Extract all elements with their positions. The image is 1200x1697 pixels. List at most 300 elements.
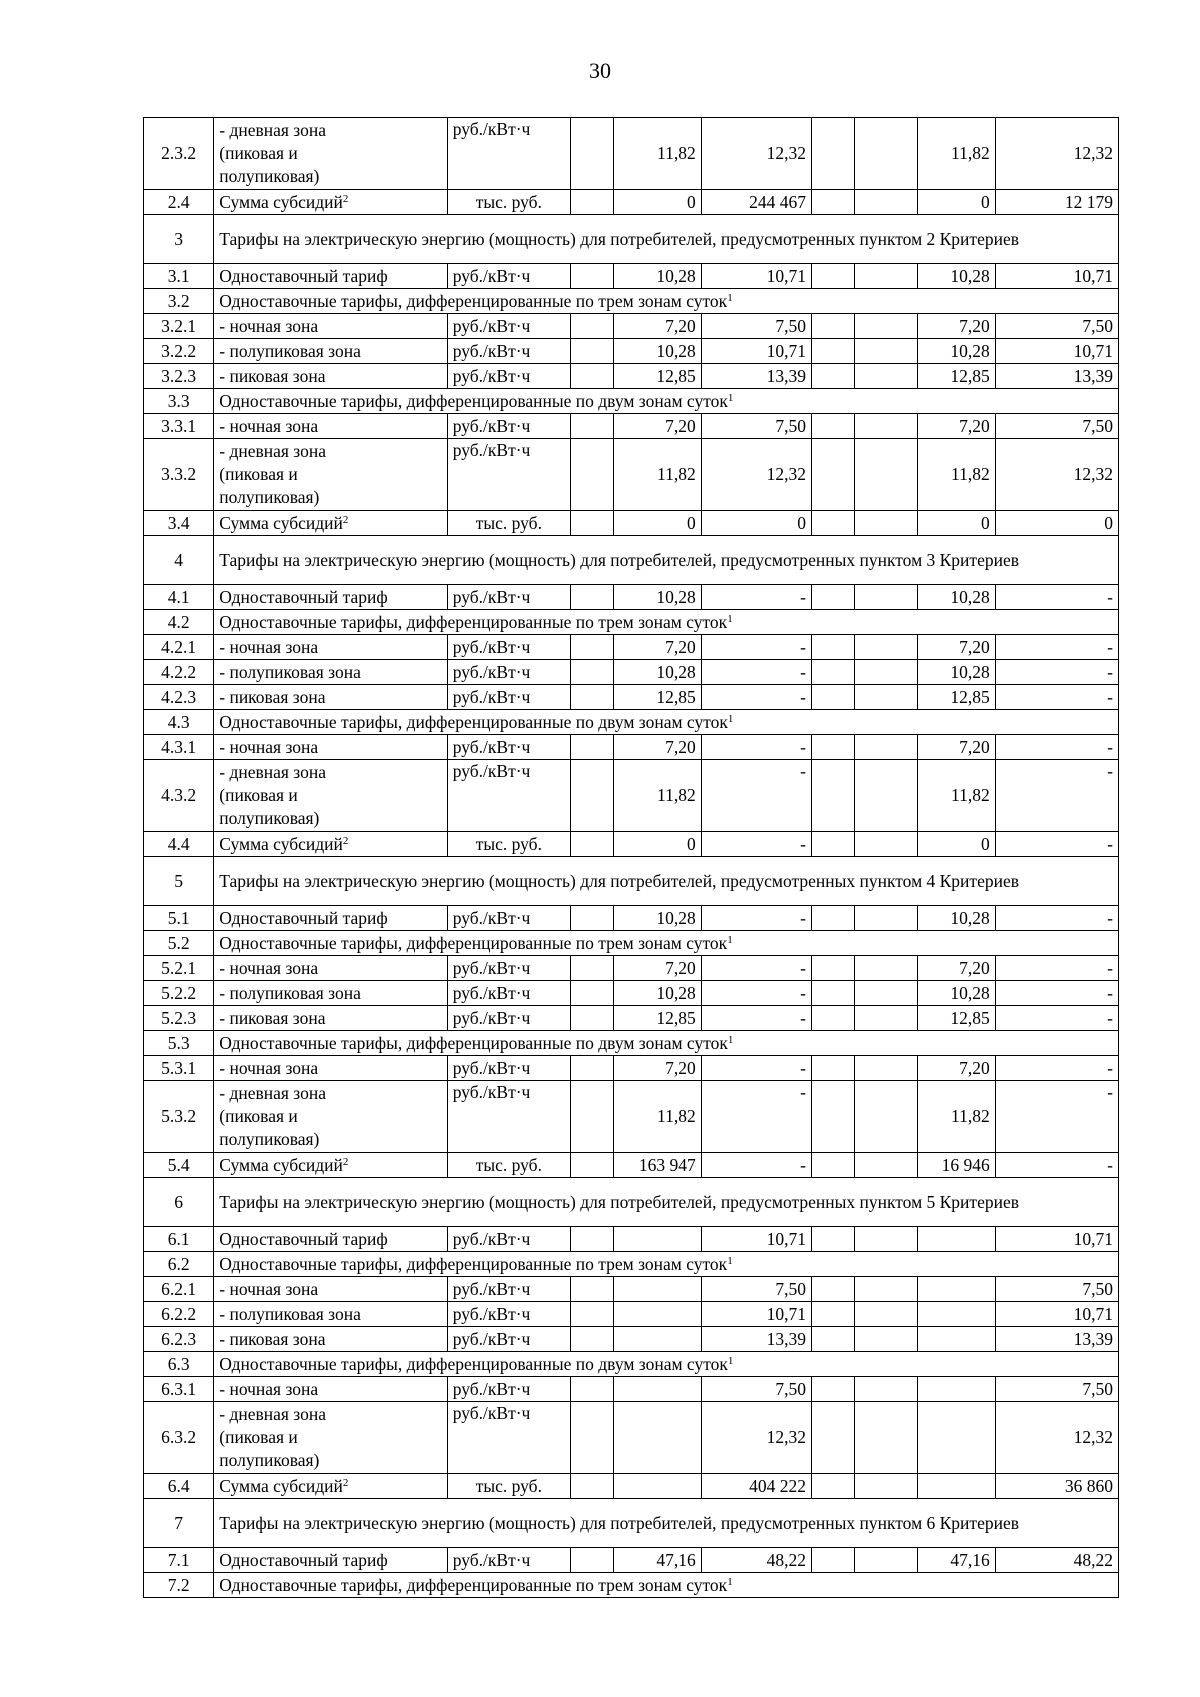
value-cell [701, 339, 811, 364]
row-unit-text: руб./кВт·ч [452, 761, 531, 781]
value-text: 7,20 [959, 315, 990, 336]
value-text: 7,50 [775, 1378, 806, 1399]
empty-cell [811, 585, 854, 610]
empty-cell [811, 906, 854, 931]
value-cell [701, 906, 811, 931]
row-unit [447, 685, 570, 710]
value-text: 7,20 [959, 636, 990, 657]
table-row [144, 1474, 1119, 1499]
row-name-text: - полупиковая зона [219, 1303, 361, 1324]
value-text: 0 [686, 833, 696, 854]
table-row [144, 389, 1119, 414]
row-unit [447, 1474, 570, 1499]
value-text: - [1107, 736, 1113, 757]
empty-cell [855, 1474, 918, 1499]
row-number-text: 6 [174, 1191, 183, 1212]
value-cell [701, 981, 811, 1006]
value-text: 10,28 [950, 265, 990, 286]
row-name-line: (пиковая и [219, 785, 298, 805]
value-cell [614, 760, 702, 832]
value-cell [701, 314, 811, 339]
value-cell [917, 906, 995, 931]
value-cell [995, 832, 1118, 857]
value-cell [917, 1327, 995, 1352]
empty-cell [570, 1081, 613, 1153]
row-name [214, 1081, 447, 1153]
empty-cell [855, 1006, 918, 1031]
value-text: - [1107, 1057, 1113, 1078]
value-cell [614, 956, 702, 981]
empty-cell [855, 660, 918, 685]
row-number [144, 1153, 214, 1178]
row-name-line: - дневная зона [219, 1083, 327, 1103]
row-unit [447, 190, 570, 215]
value-text: 12,85 [950, 1007, 990, 1028]
row-unit-text: руб./кВт·ч [452, 907, 531, 928]
row-number-text: 3.3.1 [161, 415, 197, 436]
empty-cell [570, 1302, 613, 1327]
empty-cell [855, 314, 918, 339]
empty-cell [811, 1277, 854, 1302]
section-heading [214, 610, 1119, 635]
table-row [144, 536, 1119, 585]
row-number [144, 610, 214, 635]
value-cell [614, 1377, 702, 1402]
section-heading-text: Тарифы на электрическую энергию (мощность) для потребителей, предусмотренных пунктом 6 Критериев [219, 1512, 1019, 1533]
row-number [144, 832, 214, 857]
row-number-text: 6.2 [167, 1253, 190, 1274]
value-text: - [800, 761, 806, 781]
value-cell [614, 635, 702, 660]
empty-cell [570, 906, 613, 931]
value-cell [917, 832, 995, 857]
value-cell [614, 832, 702, 857]
value-cell [995, 1153, 1118, 1178]
row-unit [447, 981, 570, 1006]
value-text: 48,22 [766, 1549, 806, 1570]
row-name [214, 1377, 447, 1402]
value-text: - [800, 907, 806, 928]
empty-cell [811, 511, 854, 536]
empty-cell [570, 1056, 613, 1081]
empty-cell [811, 735, 854, 760]
value-text: 13,39 [766, 1328, 806, 1349]
row-unit-text: руб./кВт·ч [452, 415, 531, 436]
value-cell [701, 1474, 811, 1499]
row-number [144, 906, 214, 931]
row-number-text: 3.2.2 [161, 340, 197, 361]
empty-cell [811, 118, 854, 190]
value-cell [701, 264, 811, 289]
empty-cell [855, 1081, 918, 1153]
empty-cell [811, 1327, 854, 1352]
row-number [144, 190, 214, 215]
empty-cell [811, 832, 854, 857]
row-number [144, 1302, 214, 1327]
value-text: 12,85 [950, 686, 990, 707]
empty-cell [811, 1006, 854, 1031]
row-name [214, 414, 447, 439]
row-number-text: 3.2 [167, 290, 190, 311]
section-heading-text: Тарифы на электрическую энергию (мощность) для потребителей, предусмотренных пунктом 4 Критериев [219, 870, 1019, 891]
row-unit-text: руб./кВт·ч [452, 1082, 531, 1102]
table-row [144, 660, 1119, 685]
value-cell [701, 1227, 811, 1252]
empty-cell [570, 760, 613, 832]
empty-cell [570, 981, 613, 1006]
value-cell [614, 1227, 702, 1252]
row-number [144, 536, 214, 585]
value-text: - [800, 586, 806, 607]
section-heading-text: Одноставочные тарифы, дифференцированные по трем зонам суток [219, 1574, 728, 1595]
value-text: 12,32 [766, 143, 806, 163]
row-unit [447, 439, 570, 511]
empty-cell [855, 1327, 918, 1352]
value-cell [917, 1081, 995, 1153]
row-number-text: 4.1 [167, 586, 190, 607]
value-cell [701, 190, 811, 215]
row-name-text: - полупиковая зона [219, 340, 361, 361]
row-name-text: Одноставочный тариф [219, 1228, 388, 1249]
empty-cell [811, 1227, 854, 1252]
row-name-line: полупиковая) [219, 808, 320, 828]
row-number [144, 1573, 214, 1598]
row-number-text: 3 [174, 228, 183, 249]
row-unit [447, 906, 570, 931]
row-number-text: 4.3.2 [161, 785, 197, 805]
row-number-text: 3.3.2 [161, 464, 197, 484]
empty-cell [811, 364, 854, 389]
value-cell [701, 635, 811, 660]
row-name [214, 314, 447, 339]
value-cell [701, 685, 811, 710]
row-number [144, 685, 214, 710]
empty-cell [570, 339, 613, 364]
value-text: 10,71 [1073, 340, 1113, 361]
row-unit-text: тыс. руб. [475, 833, 542, 854]
value-text: - [800, 1082, 806, 1102]
value-text: 7,20 [665, 636, 696, 657]
row-number-text: 5.2.1 [161, 957, 197, 978]
value-text: 7,20 [665, 736, 696, 757]
value-cell [701, 585, 811, 610]
value-text: 10,28 [656, 907, 696, 928]
table-row [144, 1499, 1119, 1548]
section-heading-text: Тарифы на электрическую энергию (мощность) для потребителей, предусмотренных пунктом 3 Критериев [219, 549, 1019, 570]
row-name-text: Одноставочный тариф [219, 265, 388, 286]
value-cell [614, 190, 702, 215]
row-number [144, 857, 214, 906]
value-text: 12,32 [1073, 143, 1113, 163]
row-name [214, 635, 447, 660]
value-cell [701, 118, 811, 190]
table-row [144, 931, 1119, 956]
row-number-text: 5.2 [167, 932, 190, 953]
row-number [144, 264, 214, 289]
row-name-text: - ночная зона [219, 736, 319, 757]
row-name [214, 956, 447, 981]
empty-cell [811, 956, 854, 981]
table-row [144, 635, 1119, 660]
empty-cell [570, 314, 613, 339]
value-cell [917, 439, 995, 511]
value-cell [701, 414, 811, 439]
footnote-mark: 1 [727, 391, 734, 404]
row-unit [447, 1277, 570, 1302]
value-cell [917, 314, 995, 339]
value-cell [917, 1548, 995, 1573]
empty-cell [570, 1277, 613, 1302]
empty-cell [570, 511, 613, 536]
value-cell [995, 1006, 1118, 1031]
table-row [144, 215, 1119, 264]
row-name-line: (пиковая и [219, 1427, 298, 1447]
value-cell [701, 1056, 811, 1081]
row-unit-text: руб./кВт·ч [452, 586, 531, 607]
value-text: 0 [686, 191, 696, 212]
row-name [214, 685, 447, 710]
value-cell [614, 1548, 702, 1573]
row-name [214, 364, 447, 389]
row-number-text: 4.2.3 [161, 686, 197, 707]
table-row [144, 1352, 1119, 1377]
row-unit-text: руб./кВт·ч [452, 1378, 531, 1399]
row-number-text: 5.1 [167, 907, 190, 928]
footnote-mark: 1 [727, 291, 733, 304]
value-text: 7,50 [775, 415, 806, 436]
row-unit [447, 760, 570, 832]
empty-cell [811, 1081, 854, 1153]
value-cell [995, 264, 1118, 289]
row-name [214, 264, 447, 289]
value-cell [995, 1377, 1118, 1402]
value-cell [917, 364, 995, 389]
row-unit [447, 956, 570, 981]
empty-cell [855, 1277, 918, 1302]
row-name-line: полупиковая) [219, 487, 320, 507]
table-row [144, 981, 1119, 1006]
footnote-mark: 2 [342, 834, 349, 847]
section-heading [214, 289, 1119, 314]
row-number [144, 760, 214, 832]
value-text: 10,28 [656, 340, 696, 361]
row-unit-text: руб./кВт·ч [452, 365, 531, 386]
table-row [144, 314, 1119, 339]
empty-cell [855, 264, 918, 289]
row-number-text: 5.3.2 [161, 1106, 197, 1126]
table-row [144, 118, 1119, 190]
value-cell [614, 264, 702, 289]
footnote-mark: 2 [342, 1476, 349, 1489]
value-cell [917, 1402, 995, 1474]
row-name-line: - дневная зона [219, 1404, 327, 1424]
row-name-text: - полупиковая зона [219, 982, 361, 1003]
row-name-text: Одноставочный тариф [219, 1549, 388, 1570]
empty-cell [570, 585, 613, 610]
value-cell [995, 906, 1118, 931]
empty-cell [811, 1153, 854, 1178]
row-number [144, 314, 214, 339]
value-cell [917, 1153, 995, 1178]
row-number [144, 1252, 214, 1277]
row-unit [447, 1153, 570, 1178]
section-heading [214, 1573, 1119, 1598]
row-number [144, 289, 214, 314]
value-cell [917, 339, 995, 364]
row-unit-text: тыс. руб. [475, 1154, 542, 1175]
empty-cell [570, 364, 613, 389]
value-text: 12,85 [656, 365, 696, 386]
value-cell [917, 585, 995, 610]
value-cell [995, 1056, 1118, 1081]
row-number [144, 1178, 214, 1227]
section-heading-text: Одноставочные тарифы, дифференцированные по двум зонам суток [219, 390, 728, 411]
value-text: 11,82 [656, 464, 696, 484]
page-number: 30 [589, 58, 611, 83]
value-text: 7,20 [959, 415, 990, 436]
value-text: 10,28 [656, 586, 696, 607]
value-text: 36 860 [1064, 1475, 1113, 1496]
row-name-text: Сумма субсидий [219, 1475, 343, 1496]
value-cell [701, 439, 811, 511]
row-name [214, 1474, 447, 1499]
empty-cell [811, 414, 854, 439]
row-name-line: - дневная зона [219, 762, 327, 782]
row-name [214, 906, 447, 931]
section-heading-text: Одноставочные тарифы, дифференцированные по двум зонам суток [219, 1032, 728, 1053]
value-text: 7,50 [1082, 315, 1113, 336]
value-text: 7,20 [959, 1057, 990, 1078]
value-cell [917, 264, 995, 289]
value-text: 47,16 [950, 1549, 990, 1570]
value-cell [995, 760, 1118, 832]
value-cell [917, 511, 995, 536]
row-number [144, 389, 214, 414]
value-cell [614, 1327, 702, 1352]
empty-cell [855, 635, 918, 660]
empty-cell [570, 1327, 613, 1352]
value-text: 7,20 [959, 736, 990, 757]
row-name [214, 832, 447, 857]
empty-cell [570, 1153, 613, 1178]
row-number [144, 1006, 214, 1031]
value-text: 12,32 [766, 464, 806, 484]
value-text: 12,32 [1073, 1427, 1113, 1447]
row-number-text: 4.2.2 [161, 661, 197, 682]
empty-cell [811, 339, 854, 364]
value-text: - [800, 982, 806, 1003]
value-cell [701, 1548, 811, 1573]
empty-cell [855, 118, 918, 190]
empty-cell [570, 1377, 613, 1402]
value-cell [614, 981, 702, 1006]
row-number [144, 1548, 214, 1573]
empty-cell [811, 660, 854, 685]
row-name [214, 1056, 447, 1081]
empty-cell [855, 364, 918, 389]
value-cell [995, 585, 1118, 610]
value-text: 11,82 [950, 1106, 990, 1126]
value-cell [614, 1153, 702, 1178]
value-text: - [1107, 982, 1113, 1003]
row-number [144, 635, 214, 660]
row-number [144, 1277, 214, 1302]
value-cell [614, 118, 702, 190]
row-unit [447, 414, 570, 439]
row-name [214, 339, 447, 364]
value-text: 0 [686, 512, 696, 533]
value-cell [917, 956, 995, 981]
row-number-text: 6.3.2 [161, 1427, 197, 1447]
row-number-text: 5.2.2 [161, 982, 197, 1003]
value-cell [917, 981, 995, 1006]
value-cell [701, 1302, 811, 1327]
value-cell [614, 439, 702, 511]
empty-cell [570, 1402, 613, 1474]
footnote-mark: 1 [727, 1354, 734, 1367]
empty-cell [855, 735, 918, 760]
row-unit [447, 511, 570, 536]
value-text: - [800, 1057, 806, 1078]
row-unit-text: руб./кВт·ч [452, 119, 531, 139]
section-heading [214, 857, 1119, 906]
row-number-text: 2.3.2 [161, 143, 197, 163]
row-name-text: - ночная зона [219, 1378, 319, 1399]
value-text: 404 222 [749, 1475, 806, 1496]
row-name [214, 118, 447, 190]
value-cell [701, 956, 811, 981]
table-row [144, 710, 1119, 735]
value-text: 10,28 [656, 661, 696, 682]
section-heading [214, 1352, 1119, 1377]
row-number [144, 1227, 214, 1252]
row-number [144, 1327, 214, 1352]
section-heading-text: Тарифы на электрическую энергию (мощность) для потребителей, предусмотренных пунктом 5 Критериев [219, 1191, 1019, 1212]
row-number-text: 4.3.1 [161, 736, 197, 757]
row-unit-text: руб./кВт·ч [452, 1328, 531, 1349]
value-cell [995, 1474, 1118, 1499]
table-row [144, 439, 1119, 511]
row-unit-text: руб./кВт·ч [452, 1057, 531, 1078]
value-text: 0 [980, 833, 990, 854]
table-row [144, 610, 1119, 635]
row-name [214, 1227, 447, 1252]
row-name [214, 1277, 447, 1302]
value-cell [917, 660, 995, 685]
value-text: 0 [980, 512, 990, 533]
row-number [144, 339, 214, 364]
row-number [144, 1499, 214, 1548]
footnote-mark: 1 [727, 1254, 733, 1267]
row-unit-text: руб./кВт·ч [452, 1228, 531, 1249]
table-row [144, 1402, 1119, 1474]
row-unit-text: руб./кВт·ч [452, 1403, 531, 1423]
value-text: 7,20 [665, 415, 696, 436]
footnote-mark: 1 [727, 1575, 733, 1588]
row-name-text: Сумма субсидий [219, 833, 343, 854]
table-row [144, 760, 1119, 832]
value-cell [614, 1474, 702, 1499]
value-cell [701, 364, 811, 389]
value-text: - [1107, 761, 1113, 781]
row-name-line: полупиковая) [219, 1129, 320, 1149]
value-text: 12,85 [656, 686, 696, 707]
empty-cell [855, 439, 918, 511]
value-cell [917, 685, 995, 710]
table-row [144, 364, 1119, 389]
footnote-mark: 2 [342, 513, 349, 526]
footnote-mark: 1 [727, 612, 733, 625]
